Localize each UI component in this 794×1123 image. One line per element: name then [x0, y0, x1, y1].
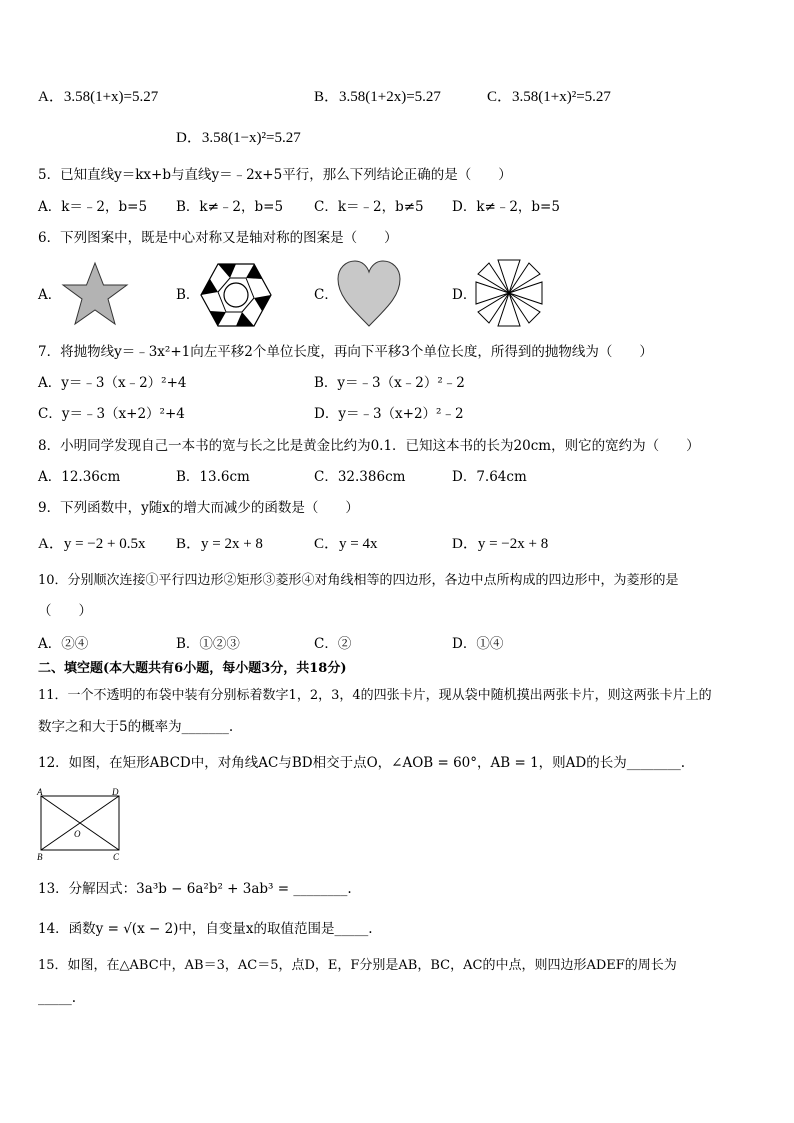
q13-stem: 13．分解因式：3a³b − 6a²b² + 3ab³ = ________. [38, 881, 352, 897]
q9-option-b[interactable]: B．y = 2x + 8 [176, 536, 263, 552]
q7-stem: 7．将抛物线y＝﹣3x²+1向左平移2个单位长度，再向下平移3个单位长度，所得到的抛物线为（ ） [38, 344, 653, 360]
star-icon[interactable] [60, 260, 130, 328]
q4-option-a[interactable]: A．3.58(1+x)=5.27 [38, 89, 159, 105]
q8-option-a[interactable]: A．12.36cm [38, 469, 121, 485]
q6-label-a[interactable]: A． [38, 287, 62, 303]
q10-option-a[interactable]: A．②④ [38, 636, 89, 652]
figure-label-b: B [37, 852, 43, 862]
q9-stem: 9．下列函数中，y随x的增大而减少的函数是（ ） [38, 500, 359, 516]
q10-stem-line2: （ ） [38, 603, 92, 619]
q5-option-b[interactable]: B．k≠﹣2，b=5 [176, 199, 284, 215]
q6-label-c[interactable]: C． [314, 287, 338, 303]
q5-option-c[interactable]: C．k＝﹣2，b≠5 [314, 199, 424, 215]
q9-option-c[interactable]: C．y = 4x [314, 536, 378, 552]
q5-option-a[interactable]: A．k＝﹣2，b=5 [38, 199, 148, 215]
q8-stem: 8．小明同学发现自己一本书的宽与长之比是黄金比约为0.1．已知这本书的长为20cm，则它的宽约为（ ） [38, 438, 700, 454]
q8-option-d[interactable]: D．7.64cm [452, 469, 527, 485]
q9-option-d[interactable]: D．y = −2x + 8 [452, 536, 549, 552]
q15-line1: 15．如图，在△ABC中，AB＝3，AC＝5，点D，E，F分别是AB，BC，AC的中点，则四边形ADEF的周长为 [38, 958, 677, 973]
q5-option-d[interactable]: D．k≠﹣2，b=5 [452, 199, 560, 215]
q10-stem-line1: 10．分别顺次连接①平行四边形②矩形③菱形④对角线相等的四边形，各边中点所构成的四边形中，为菱形的是 [38, 573, 679, 588]
figure-label-c: C [113, 852, 120, 862]
q11-line1: 11．一个不透明的布袋中装有分别标着数字1，2，3，4的四张卡片，现从袋中随机摸出两张卡片，则这两张卡片上的 [38, 688, 712, 703]
q4-option-b[interactable]: B．3.58(1+2x)=5.27 [314, 89, 441, 105]
q8-option-b[interactable]: B．13.6cm [176, 469, 250, 485]
hexagon-pinwheel-icon[interactable] [200, 262, 272, 328]
q6-stem: 6．下列图案中，既是中心对称又是轴对称的图案是（ ） [38, 230, 398, 246]
q7-option-c[interactable]: C．y＝﹣3（x+2）²+4 [38, 406, 185, 422]
q7-option-a[interactable]: A．y＝﹣3（x﹣2）²+4 [38, 375, 187, 391]
q8-option-c[interactable]: C．32.386cm [314, 469, 406, 485]
q11-line2: 数字之和大于5的概率为_______. [38, 719, 234, 735]
section-heading-fill-in: 二、填空题(本大题共有6小题，每小题3分，共18分) [38, 661, 347, 676]
q10-option-d[interactable]: D．①④ [452, 636, 504, 652]
q10-option-c[interactable]: C．② [314, 636, 352, 652]
q12-stem: 12．如图，在矩形ABCD中，对角线AC与BD相交于点O，∠AOB = 60°，AB = 1，则AD的长为________. [38, 755, 686, 771]
q5-stem: 5．已知直线y＝kx+b与直线y＝﹣2x+5平行，那么下列结论正确的是（ ） [38, 167, 512, 183]
figure-label-o: O [74, 829, 81, 839]
q6-label-d[interactable]: D． [452, 287, 477, 303]
q10-option-b[interactable]: B．①②③ [176, 636, 240, 652]
q4-option-c[interactable]: C．3.58(1+x)²=5.27 [487, 89, 611, 105]
q14-stem: 14．函数y = √(x − 2)中，自变量x的取值范围是_____. [38, 921, 373, 937]
heart-icon[interactable] [336, 260, 402, 328]
q15-line2: _____. [38, 990, 77, 1006]
q9-option-a[interactable]: A．y = −2 + 0.5x [38, 536, 146, 552]
windmill-icon[interactable] [474, 258, 544, 328]
figure-label-a: A [37, 787, 43, 797]
q6-label-b[interactable]: B． [176, 287, 200, 303]
q4-option-d[interactable]: D．3.58(1−x)²=5.27 [176, 130, 301, 146]
q7-option-b[interactable]: B．y＝﹣3（x﹣2）²﹣2 [314, 375, 465, 391]
figure-label-d: D [112, 787, 119, 797]
q7-option-d[interactable]: D．y＝﹣3（x+2）²﹣2 [314, 406, 464, 422]
rectangle-abcd-figure [36, 788, 126, 862]
